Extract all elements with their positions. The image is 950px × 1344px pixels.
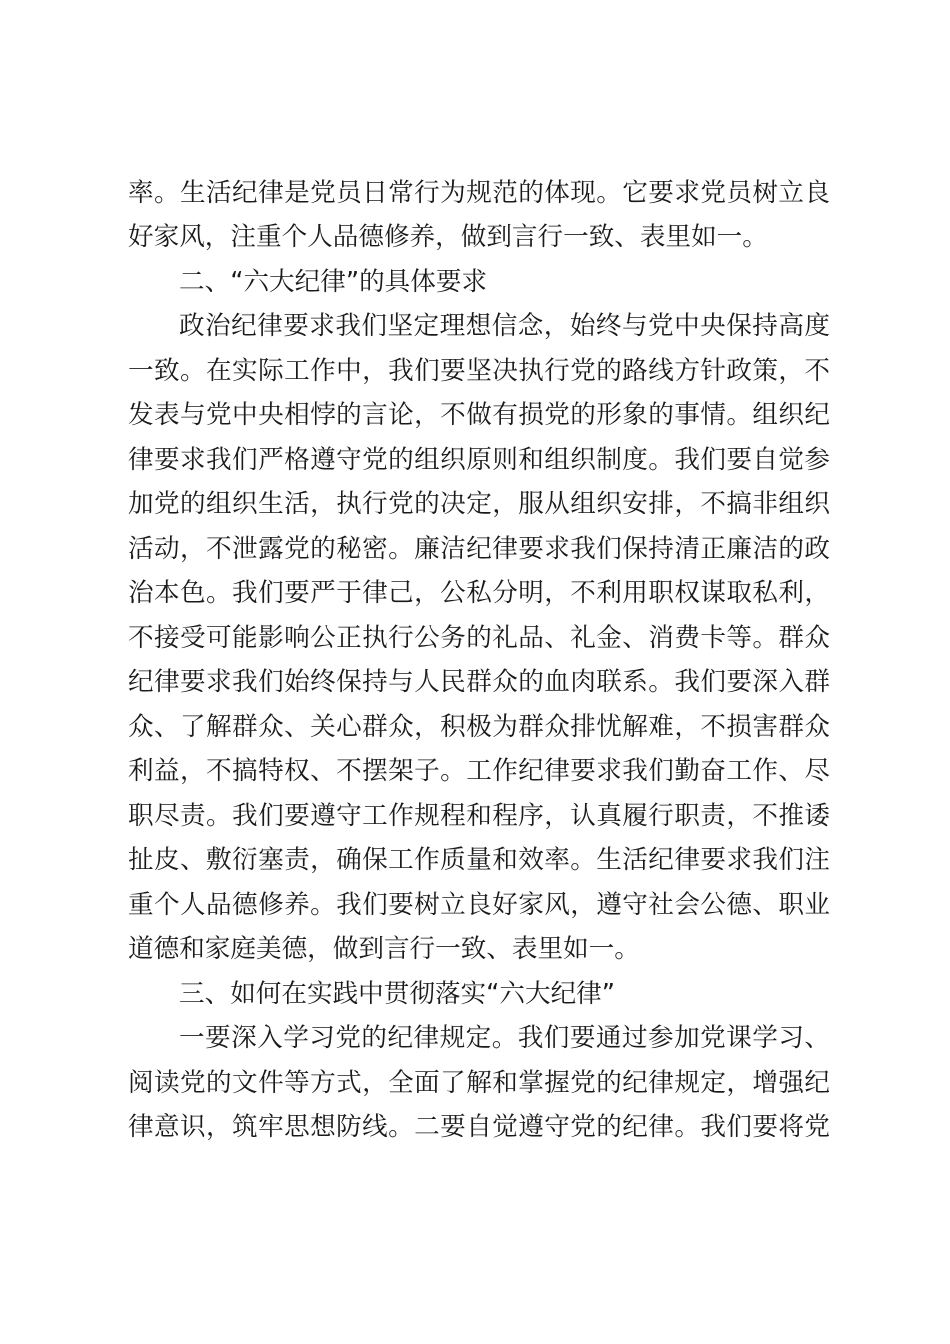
text-line: 纪律要求我们始终保持与人民群众的血肉联系。我们要深入群: [128, 667, 830, 697]
text-line: 活动，不泄露党的秘密。廉洁纪律要求我们保持清正廉洁的政: [128, 534, 830, 564]
text-line: 重个人品德修养。我们要树立良好家风，遵守社会公德、职业: [128, 890, 830, 920]
text-line: 好家风，注重个人品德修养，做到言行一致、表里如一。: [128, 222, 768, 252]
text-line: 阅读党的文件等方式，全面了解和掌握党的纪律规定，增强纪: [128, 1068, 830, 1098]
text-line: 道德和家庭美德，做到言行一致、表里如一。: [128, 934, 640, 964]
text-line: 众、了解群众、关心群众，积极为群众排忧解难，不损害群众: [128, 712, 830, 742]
text-line: 率。生活纪律是党员日常行为规范的体现。它要求党员树立良: [128, 178, 830, 208]
section-heading: 三、如何在实践中贯彻落实“六大纪律”: [179, 979, 616, 1009]
text-line: 一要深入学习党的纪律规定。我们要通过参加党课学习、: [179, 1023, 830, 1053]
text-line: 律要求我们严格遵守党的组织原则和组织制度。我们要自觉参: [128, 445, 830, 475]
text-line: 政治纪律要求我们坚定理想信念，始终与党中央保持高度: [179, 311, 830, 341]
text-line: 扯皮、敷衍塞责，确保工作质量和效率。生活纪律要求我们注: [128, 845, 830, 875]
text-line: 治本色。我们要严于律己，公私分明，不利用职权谋取私利，: [128, 578, 830, 608]
section-heading: 二、“六大纪律”的具体要求: [179, 267, 488, 297]
text-line: 利益，不搞特权、不摆架子。工作纪律要求我们勤奋工作、尽: [128, 756, 830, 786]
text-line: 发表与党中央相悖的言论，不做有损党的形象的事情。组织纪: [128, 400, 830, 430]
text-line: 不接受可能影响公正执行公务的礼品、礼金、消费卡等。群众: [128, 623, 830, 653]
text-line: 一致。在实际工作中，我们要坚决执行党的路线方针政策，不: [128, 356, 830, 386]
text-line: 律意识，筑牢思想防线。二要自觉遵守党的纪律。我们要将党: [128, 1112, 830, 1142]
text-line: 职尽责。我们要遵守工作规程和程序，认真履行职责，不推诿: [128, 801, 830, 831]
text-line: 加党的组织生活，执行党的决定，服从组织安排，不搞非组织: [128, 489, 830, 519]
